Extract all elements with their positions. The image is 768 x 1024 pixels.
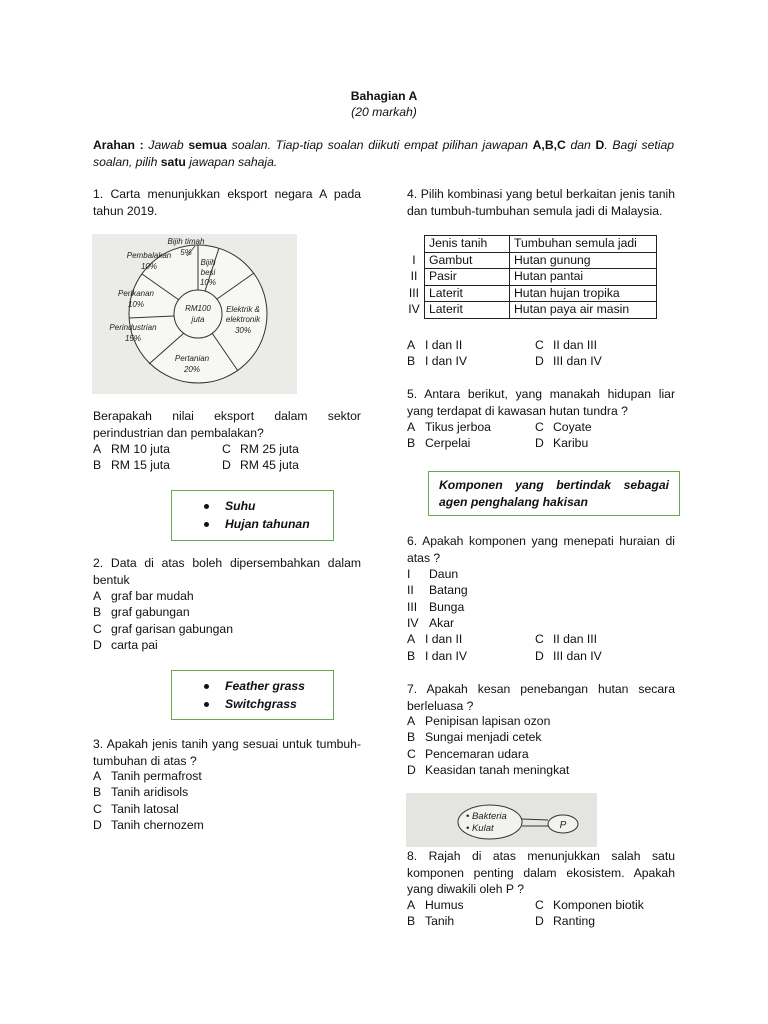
soil-table: [404, 235, 657, 319]
q1-option-b[interactable]: B RM 15 juta: [93, 458, 170, 472]
q6-item: IV Akar: [407, 616, 455, 630]
svg-text:elektronik: elektronik: [225, 315, 261, 324]
q5-option-b[interactable]: B Cerpelai: [407, 436, 471, 450]
section-marks: (20 markah): [351, 105, 417, 119]
segment-value-pertanian: 20%: [183, 365, 201, 374]
info-box-component: Komponen yang bertindak sebagai agen penghalang hakisan: [428, 471, 680, 516]
segment-label-bijih-timah: Bijih timah: [167, 237, 205, 246]
info-box-climate: Suhu Hujan tahunan: [171, 490, 334, 541]
info-box-grasses: Feather grass Switchgrass: [171, 670, 334, 720]
q7-option-a[interactable]: A Penipisan lapisan ozon: [407, 714, 551, 728]
q3-option-d[interactable]: D Tanih chernozem: [93, 818, 204, 832]
export-pie-chart: [92, 234, 297, 394]
segment-value-elektrik: 30%: [234, 326, 252, 335]
q8-option-c[interactable]: C Komponen biotik: [535, 898, 644, 912]
q7-option-d[interactable]: D Keasidan tanah meningkat: [407, 763, 570, 777]
q5-option-d[interactable]: D Karibu: [535, 436, 589, 450]
svg-text:besi: besi: [200, 268, 216, 277]
diagram-target-p: P: [559, 820, 567, 831]
q6-option-b[interactable]: B I dan IV: [407, 649, 468, 663]
q3-option-b[interactable]: B Tanih aridisols: [93, 785, 189, 799]
q4-option-a[interactable]: A I dan II: [407, 338, 463, 352]
q5-option-a[interactable]: A Tikus jerboa: [407, 420, 491, 434]
question-7-text: 7. Apakah kesan penebangan hutan secara berleluasa ?: [407, 682, 675, 713]
bullet-icon: [204, 684, 209, 689]
segment-value-perindustrian: 15%: [124, 334, 142, 343]
q1-option-c[interactable]: C RM 25 juta: [222, 442, 299, 456]
question-1-text: 1. Carta menunjukkan eksport negara A pada tahun 2019.: [93, 187, 361, 218]
segment-value-bijih-timah: 5%: [180, 248, 192, 257]
bullet-icon: [204, 504, 209, 509]
section-title: Bahagian A: [350, 89, 418, 103]
q6-item: I Daun: [407, 567, 459, 581]
q2-option-a[interactable]: A graf bar mudah: [93, 589, 194, 603]
question-5-text: 5. Antara berikut, yang manakah hidupan liar yang terdapat di kawasan hutan tundra ?: [407, 387, 675, 418]
q4-option-b[interactable]: B I dan IV: [407, 354, 468, 368]
q1-option-a[interactable]: A RM 10 juta: [93, 442, 170, 456]
q3-option-a[interactable]: A Tanih permafrost: [93, 769, 202, 783]
q4-option-c[interactable]: C II dan III: [535, 338, 598, 352]
segment-label-perikanan: Perikanan: [117, 289, 155, 298]
question-1-prompt: Berapakah nilai eksport dalam sektor perindustrian dan pembalakan?: [93, 409, 361, 440]
q6-item: III Bunga: [407, 600, 465, 614]
question-3-text: 3. Apakah jenis tanih yang sesuai untuk tumbuh-tumbuhan di atas ?: [93, 737, 361, 768]
q6-option-c[interactable]: C II dan III: [535, 632, 598, 646]
q8-option-b[interactable]: B Tanih: [407, 914, 455, 928]
q1-option-d[interactable]: D RM 45 juta: [222, 458, 299, 472]
table-row: IV Laterit Hutan paya air masin: [404, 302, 657, 319]
q3-option-c[interactable]: C Tanih latosal: [93, 802, 179, 816]
segment-label-bijih-besi: Bijih: [200, 258, 216, 267]
bullet-icon: [204, 522, 209, 527]
question-8-text: 8. Rajah di atas menunjukkan salah satu komponen penting dalam ekosistem. Apakah yang diwakili oleh P ?: [407, 849, 675, 896]
q6-option-a[interactable]: A I dan II: [407, 632, 463, 646]
diagram-item-kulat: • Kulat: [466, 823, 494, 834]
question-4-text: 4. Pilih kombinasi yang betul berkaitan jenis tanih dan tumbuh-tumbuhan semula jadi di Malaysia.: [407, 187, 675, 218]
segment-value-bijih-besi: 10%: [199, 278, 217, 287]
q8-option-d[interactable]: D Ranting: [535, 914, 596, 928]
question-2-text: 2. Data di atas boleh dipersembahkan dalam bentuk: [93, 556, 361, 587]
q7-option-c[interactable]: C Pencemaran udara: [407, 747, 529, 761]
table-row: I Gambut Hutan gunung: [404, 252, 657, 269]
q6-item: II Batang: [407, 583, 468, 597]
q2-option-b[interactable]: B graf gabungan: [93, 605, 190, 619]
chart-center-label-1: RM100: [185, 304, 211, 313]
table-header-plant: Tumbuhan semula jadi: [510, 236, 657, 253]
chart-center-label-2: juta: [191, 315, 205, 324]
q5-option-c[interactable]: C Coyate: [535, 420, 592, 434]
q8-option-a[interactable]: A Humus: [407, 898, 464, 912]
q2-option-d[interactable]: D carta pai: [93, 638, 158, 652]
table-header-soil: Jenis tanih: [425, 236, 510, 253]
instructions: Arahan : Jawab semua soalan. Tiap-tiap soalan diikuti empat pilihan jawapan A,B,C dan D. Bagi setiap soalan, pilih satu jawapan sahaja.: [93, 138, 675, 169]
diagram-item-bakteria: • Bakteria: [466, 811, 507, 822]
q4-option-d[interactable]: D III dan IV: [535, 354, 602, 368]
segment-label-perindustrian: Perindustrian: [109, 323, 157, 332]
segment-label-pertanian: Pertanian: [174, 354, 210, 363]
segment-value-perikanan: 10%: [127, 300, 145, 309]
table-row: II Pasir Hutan pantai: [404, 269, 657, 286]
bullet-icon: [204, 702, 209, 707]
q6-option-d[interactable]: D III dan IV: [535, 649, 602, 663]
q7-option-b[interactable]: B Sungai menjadi cetek: [407, 730, 542, 744]
question-6-text: 6. Apakah komponen yang menepati huraian di atas ?: [407, 534, 675, 565]
q2-option-c[interactable]: C graf garisan gabungan: [93, 622, 233, 636]
decomposer-diagram: [406, 793, 597, 847]
table-row: III Laterit Hutan hujan tropika: [404, 285, 657, 302]
segment-label-pembalakan: Pembalakan: [126, 251, 172, 260]
segment-label-elektrik: Elektrik &: [226, 305, 260, 314]
segment-value-pembalakan: 10%: [140, 262, 158, 271]
